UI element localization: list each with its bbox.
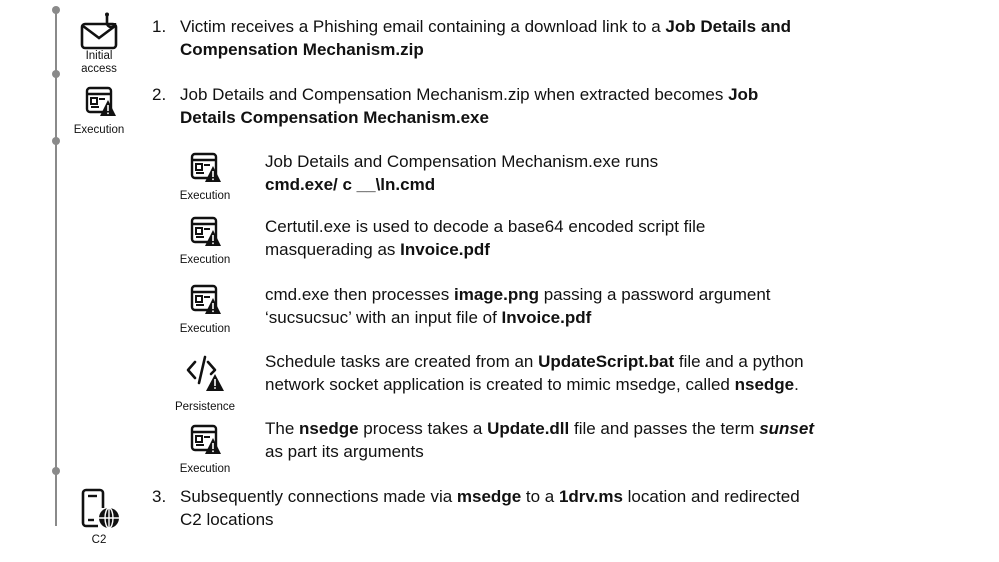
substep-1-text xyxy=(265,151,658,196)
substep-3-d: ‘sucsucsuc’ with an input file of xyxy=(265,307,502,327)
timeline-dot xyxy=(52,6,60,14)
substep-4-text xyxy=(265,351,804,396)
substep-5-c: process takes a xyxy=(358,419,488,438)
substep-5-e: file and passes the term xyxy=(569,419,760,438)
step-3-text-b: msedge xyxy=(456,487,522,506)
initial-access-label-1: Initial xyxy=(85,50,113,62)
substep-3-e: Invoice.pdf xyxy=(501,307,592,327)
phishing-email-icon xyxy=(80,12,120,50)
substep-5-g: as part its arguments xyxy=(265,441,424,461)
substep-5-d: Update.dll xyxy=(487,419,570,438)
substep-4-a: Schedule tasks are created from an xyxy=(265,352,539,371)
execution-label: Execution xyxy=(179,254,231,266)
substep-3-b: image.png xyxy=(453,285,539,304)
step-3-text-d: 1drv.ms xyxy=(558,487,623,506)
persistence-label: Persistence xyxy=(174,401,236,413)
substep-5-f: sunset xyxy=(759,419,814,438)
substep-4-f: . xyxy=(794,374,799,394)
step-3-text-a: Subsequently connections made via xyxy=(180,487,457,506)
execution-label: Execution xyxy=(179,463,231,475)
timeline-dot xyxy=(52,467,60,475)
substep-3-c: passing a password argument xyxy=(539,285,771,304)
step-3-number: 3. xyxy=(152,487,167,506)
step-1-text xyxy=(180,16,791,61)
timeline-line xyxy=(55,10,57,526)
timeline-dot xyxy=(52,137,60,145)
device-globe-icon xyxy=(80,488,120,530)
substep-2-a: Certutil.exe is used to decode a base64 encoded script file xyxy=(265,217,706,236)
code-warning-icon xyxy=(186,354,226,392)
substep-5-a: The xyxy=(265,419,300,438)
substep-3-a: cmd.exe then processes xyxy=(265,285,454,304)
step-3-text xyxy=(180,486,800,531)
step-3-text-e: location and redirected xyxy=(622,487,800,506)
step-2-text-c: Details Compensation Mechanism.exe xyxy=(180,107,489,127)
substep-4-b: UpdateScript.bat xyxy=(538,352,675,371)
substep-4-c: file and a python xyxy=(674,352,804,371)
execution-icon xyxy=(190,152,222,184)
step-2-number: 2. xyxy=(152,85,167,104)
execution-label: Execution xyxy=(179,323,231,335)
substep-5-b: nsedge xyxy=(299,419,359,438)
substep-2-c: Invoice.pdf xyxy=(400,239,490,259)
step-3-text-f: C2 locations xyxy=(180,509,274,529)
execution-label: Execution xyxy=(73,124,125,136)
step-1-text-b: Job Details and xyxy=(665,17,792,36)
substep-2-text xyxy=(265,216,705,261)
substep-5-text xyxy=(265,418,814,463)
initial-access-label xyxy=(59,50,139,76)
initial-access-label-2: access xyxy=(81,63,117,75)
step-1-text-a: Victim receives a Phishing email containing a download link to a xyxy=(180,17,666,36)
step-2-text xyxy=(180,84,758,129)
step-2-text-a: Job Details and Compensation Mechanism.zip when extracted becomes xyxy=(180,85,729,104)
substep-3-text xyxy=(265,284,771,329)
step-1-text-c: Compensation Mechanism.zip xyxy=(180,39,424,59)
substep-4-e: nsedge xyxy=(734,374,795,394)
substep-2-b: masquerading as xyxy=(265,239,401,259)
step-1-number: 1. xyxy=(152,17,167,36)
execution-icon xyxy=(190,216,222,248)
c2-label: C2 xyxy=(91,534,107,546)
substep-4-d: network socket application is created to mimic msedge, called xyxy=(265,374,735,394)
execution-icon xyxy=(190,284,222,316)
substep-1-b: cmd.exe/ c __\ln.cmd xyxy=(265,174,436,194)
execution-icon xyxy=(190,424,222,456)
step-3-text-c: to a xyxy=(521,487,559,506)
execution-icon xyxy=(85,86,117,118)
execution-label: Execution xyxy=(179,190,231,202)
substep-1-a: Job Details and Compensation Mechanism.exe runs xyxy=(265,152,659,171)
step-2-text-b: Job xyxy=(728,85,759,104)
